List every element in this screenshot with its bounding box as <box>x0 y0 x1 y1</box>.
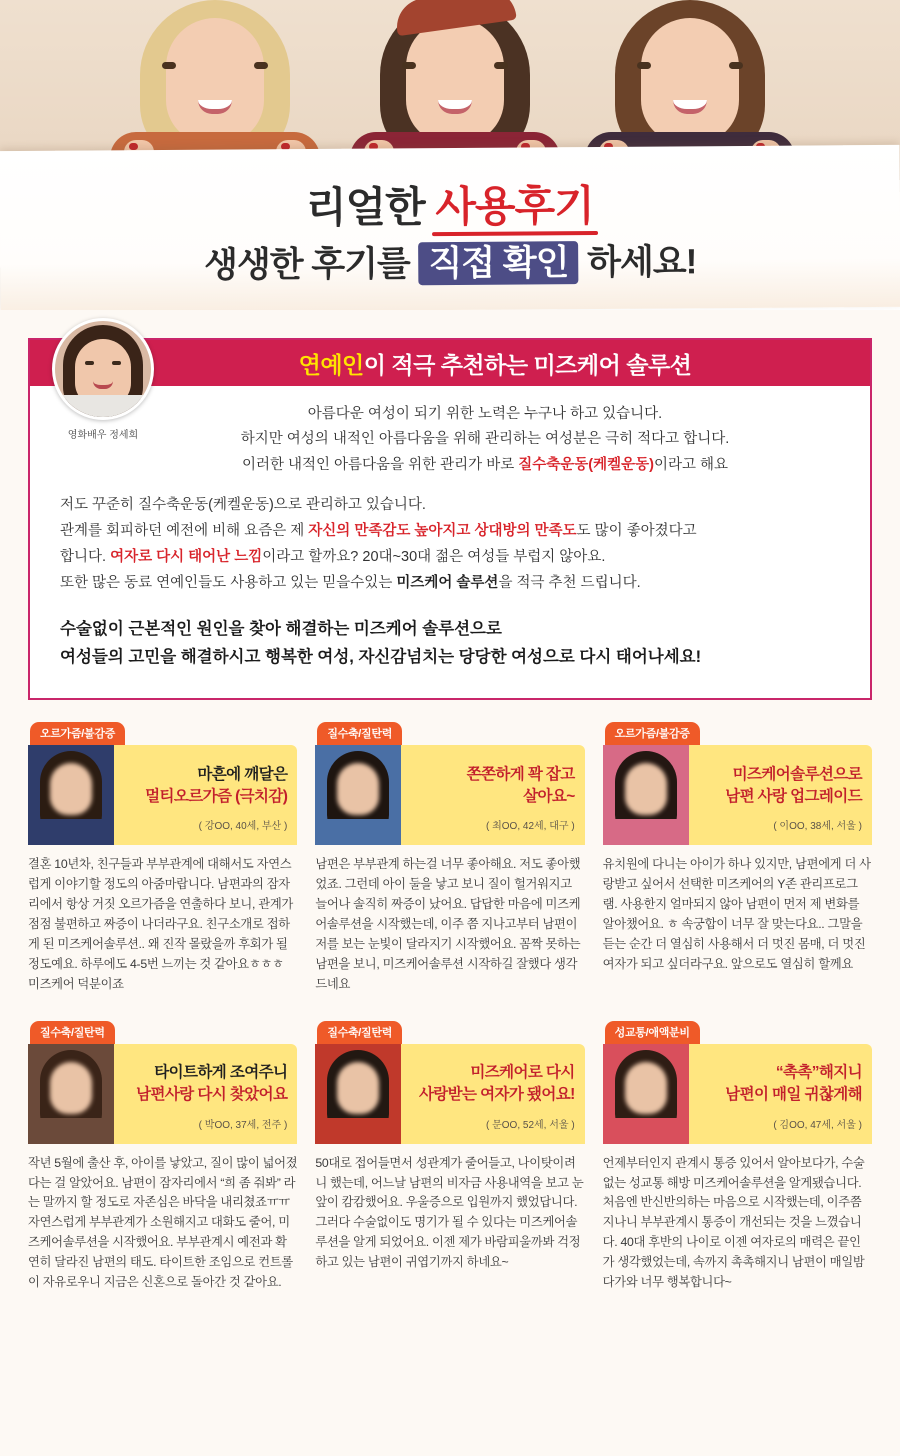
review-title-line-2: 남편이 매일 귀찮게해 <box>725 1086 862 1104</box>
review-category-tag: 질수축/질탄력 <box>317 1021 402 1044</box>
celebrity-intro-line-1: 아름다운 여성이 되기 위한 노력은 누구나 하고 있습니다. <box>307 406 663 422</box>
review-author: ( 박OO, 37세, 전주 ) <box>198 1119 288 1131</box>
review-avatar <box>603 1044 689 1144</box>
review-title-line-1: 미즈케어로 다시 <box>470 1064 575 1082</box>
celebrity-testimonial-line-4 <box>60 570 840 596</box>
celebrity-testimonial-line-1: 저도 꾸준히 질수축운동(케켈운동)으로 관리하고 있습니다. <box>60 497 426 514</box>
celebrity-text-body <box>30 386 870 672</box>
review-author: ( 김OO, 47세, 서울 ) <box>773 1119 862 1131</box>
hero-headline-secondary-highlight: 직접 확인 <box>418 241 578 285</box>
review-avatar <box>315 1044 401 1144</box>
review-body-text: 작년 5월에 출산 후, 아이를 낳았고, 질이 많이 넓어졌다는 걸 알았어요. 남편이 잠자리에서 “희 좀 줘봐” 라는 말까지 할 정도로 자존심은 바닥을 내리쳤죠ㅠㅠ 자연스럽게 부부관계가 소원해지고 대화도 줄어, 미즈케어솔루션을 시작했어요. 부부관계시 예전과 확연히 달라진 남편의 태도. 타이트한 조임으로 컨트롤이 자유로우니 지금은 신혼으로 돌아간 것 같아요. <box>28 1155 298 1290</box>
review-card-head <box>315 745 584 845</box>
review-body-text: 결혼 10년차, 친구들과 부부관계에 대해서도 자연스럽게 이야기할 정도의 아줌마랍니다. 남편과의 잠자리에서 항상 거짓 오르가즘을 연출하다 보니, 관계가 점점 불편하고 짜증이 나더라구요. 친구소개로 접하게 된 미즈케어솔루션.. 왜 진작 몰랐을까 후회가 될 정도예요. 하루에도 4-5번 느끼는 것 같아요ㅎㅎㅎ 미즈케어 덕분이죠 <box>28 857 293 991</box>
celebrity-intro-line-3-pre: 이러한 내적인 아름다움을 위한 관리가 바로 <box>241 456 519 473</box>
hero-headline-secondary-post: 하세요! <box>578 242 697 283</box>
review-title-line-1: 미즈케어솔루션으로 <box>732 766 862 784</box>
review-avatar <box>603 745 689 845</box>
review-body-text: 유치원에 다니는 아이가 하나 있지만, 남편에게 더 사랑받고 싶어서 선택한 미즈케어의 Y존 관리프로그램. 사용한지 얼마되지 않아 남편이 먼저 제 변화를 알아챘어요. ㅎ 속궁합이 너무 잘 맞는다요.. 그말을 듣는 순간 더 열심히 사용해서 더 멋진 몸매, 더 멋진 여자가 되고 싶더라구요. 앞으로도 열심히 할께요 <box>602 857 871 971</box>
celebrity-testimonial-line-4-bold: 미즈케어 솔루션 <box>396 575 499 592</box>
review-title-line-1: “촉촉”해지니 <box>775 1064 862 1082</box>
celebrity-testimonial-line-3-red: 여자로 다시 태어난 느낌 <box>110 549 263 566</box>
review-title <box>409 764 574 807</box>
celebrity-intro-line-3-red: 질수축운동(케켈운동) <box>518 456 654 473</box>
hero-headline-primary <box>0 171 900 237</box>
celebrity-intro-line-3 <box>130 453 840 478</box>
review-avatar <box>28 1044 114 1144</box>
celebrity-testimonial-line-2-post: 도 많이 좋아졌다고 <box>576 523 697 540</box>
celebrity-testimonial-line-2-pre: 관계를 회피하던 예전에 비해 요즘은 제 <box>60 523 309 540</box>
review-card-text <box>114 1044 297 1144</box>
review-author: ( 강OO, 40세, 부산 ) <box>198 821 288 833</box>
review-card[interactable] <box>603 1021 872 1293</box>
review-category-tag: 오르가즘/불감증 <box>605 722 700 745</box>
review-avatar <box>28 745 114 845</box>
celebrity-avatar <box>52 318 154 420</box>
hero-headline-primary-pre: 리얼한 <box>305 183 436 232</box>
review-author: ( 최OO, 42세, 대구 ) <box>486 821 575 833</box>
review-card[interactable] <box>28 1021 297 1293</box>
review-card[interactable] <box>603 722 872 994</box>
review-title <box>409 1062 574 1105</box>
hero-headline-secondary <box>0 233 900 289</box>
review-category-tag: 질수축/질탄력 <box>317 722 402 745</box>
review-title <box>122 1062 287 1105</box>
celebrity-closing-line-2: 여성들의 고민을 해결하시고 행복한 여성, 자신감넘치는 당당한 여성으로 다시 태어나세요! <box>60 648 702 667</box>
celebrity-header-title-highlight: 연예인 <box>298 351 364 378</box>
celebrity-testimonial-line-2 <box>60 518 840 544</box>
celebrity-testimonial-line-4-pre: 또한 많은 동료 연예인들도 사용하고 있는 믿을수있는 <box>60 575 397 592</box>
celebrity-intro-line-2: 하지만 여성의 내적인 아름다움을 위해 관리하는 여성분은 극히 적다고 합니다. <box>240 431 730 448</box>
celebrity-header-title <box>299 347 692 380</box>
celebrity-testimonial-line-2-red2: 상대방의 만족도 <box>474 523 577 540</box>
review-body-text: 언제부터인지 관계시 통증 있어서 알아보다가, 수술없는 성교통 해방 미즈케어솔루션을 알게됐습니다. 처음엔 반신반의하는 마음으로 시작했는데, 이주쯤 지나니 부부관계시 통증이 개선되는 것을 느꼈습니다. 40대 후반의 나이로 이젠 여자로의 매력은 끝인가 생각했었는데, 속까지 촉촉해지니 남편이 매일밤 다가와 너무 행복합니다~ <box>602 1155 865 1290</box>
review-title <box>697 764 862 807</box>
hero-banner <box>0 0 900 310</box>
review-avatar <box>315 745 401 845</box>
celebrity-header-bar <box>30 340 870 386</box>
review-card[interactable] <box>315 1021 584 1293</box>
celebrity-testimonial-line-4-post: 을 적극 추천 드립니다. <box>498 575 641 592</box>
review-title <box>697 1062 862 1105</box>
review-author: ( 문OO, 52세, 서울 ) <box>486 1119 575 1131</box>
celebrity-closing-paragraph <box>60 615 840 673</box>
celebrity-intro-line-3-post: 이라고 해요 <box>653 456 729 473</box>
review-title-line-1: 타이트하게 조여주니 <box>154 1064 288 1082</box>
reviews-grid <box>28 722 872 1293</box>
reviews-row-1 <box>28 722 872 994</box>
celebrity-avatar-caption: 영화배우 정세희 <box>67 430 139 441</box>
review-category-tag: 오르가즘/불감증 <box>30 722 125 745</box>
celebrity-testimonial-line-3-post: 이라고 할까요? 20대~30대 젊은 여성들 부럽지 않아요. <box>262 549 606 566</box>
review-card-head <box>28 745 297 845</box>
celebrity-testimonial-line-2-red1: 자신의 만족감도 높아지고 <box>308 523 471 540</box>
review-title-line-2: 살아요~ <box>523 787 575 805</box>
review-card-text <box>401 745 584 845</box>
review-title-line-2: 멀티오르가즘 (극치감) <box>145 787 288 805</box>
review-title <box>122 764 287 807</box>
reviews-row-2 <box>28 1021 872 1293</box>
review-card[interactable] <box>315 722 584 994</box>
celebrity-closing-line-1: 수술없이 근본적인 원인을 찾아 해결하는 미즈케어 솔루션으로 <box>60 619 502 638</box>
celebrity-endorsement-box <box>28 338 872 700</box>
hero-headline-card <box>0 145 900 310</box>
hero-headline-primary-highlight: 사용후기 <box>435 181 594 231</box>
review-card-text <box>689 1044 872 1144</box>
review-title-line-1: 쫀쫀하게 꽉 잡고 <box>466 766 575 784</box>
celebrity-testimonial-paragraph <box>60 492 840 596</box>
review-card-text <box>401 1044 584 1144</box>
review-category-tag: 질수축/질탄력 <box>30 1021 115 1044</box>
review-title-line-2: 사랑받는 여자가 됐어요! <box>418 1086 575 1104</box>
review-card[interactable] <box>28 722 297 994</box>
celebrity-header-title-rest: 이 적극 추천하는 미즈케어 솔루션 <box>363 351 692 378</box>
review-category-tag: 성교통/애액분비 <box>605 1021 700 1044</box>
review-title-line-2: 남편사랑 다시 찾았어요 <box>136 1086 288 1104</box>
review-title-line-2: 남편 사랑 업그레이드 <box>725 787 862 805</box>
review-card-head <box>28 1044 297 1144</box>
review-author: ( 이OO, 38세, 서울 ) <box>773 821 862 833</box>
celebrity-testimonial-line-3 <box>60 544 840 570</box>
celebrity-testimonial-line-3-pre: 합니다. <box>60 549 111 566</box>
review-title-line-1: 마흔에 깨달은 <box>197 766 288 784</box>
review-card-head <box>603 1044 872 1144</box>
review-body-text: 50대로 접어들면서 성관계가 줄어들고, 나이탓이려니 했는데, 어느날 남편의 비자금 사용내역을 보고 눈앞이 캄캄했어요. 우울증으로 입원까지 했었답니다. 그러다 수술없이도 명기가 될 수 있다는 미즈케어솔루션을 알게 되었어요. 이젠 제가 바람피울까봐 걱정하고 있는 남편이 귀엽기까지 하네요~ <box>315 1155 584 1270</box>
review-card-text <box>689 745 872 845</box>
review-body-text: 남편은 부부관계 하는걸 너무 좋아해요. 저도 좋아했었죠. 그런데 아이 둘을 낳고 보니 질이 헐거워지고 늘어나 솔직히 짜증이 났어요. 답답한 마음에 미즈케어솔루션을 시작했는데, 이주 쯤 지나고부터 남편이 저를 보는 눈빛이 달라지기 시작했어요. 꼼짝 못하는 남편을 보니, 미즈케어솔루션 시작하길 잘했다 생각드네요 <box>315 857 581 991</box>
review-card-text <box>114 745 297 845</box>
review-card-head <box>315 1044 584 1144</box>
celebrity-intro-paragraph <box>60 402 840 478</box>
hero-headline-secondary-pre: 생생한 후기를 <box>204 244 419 285</box>
review-card-head <box>603 745 872 845</box>
